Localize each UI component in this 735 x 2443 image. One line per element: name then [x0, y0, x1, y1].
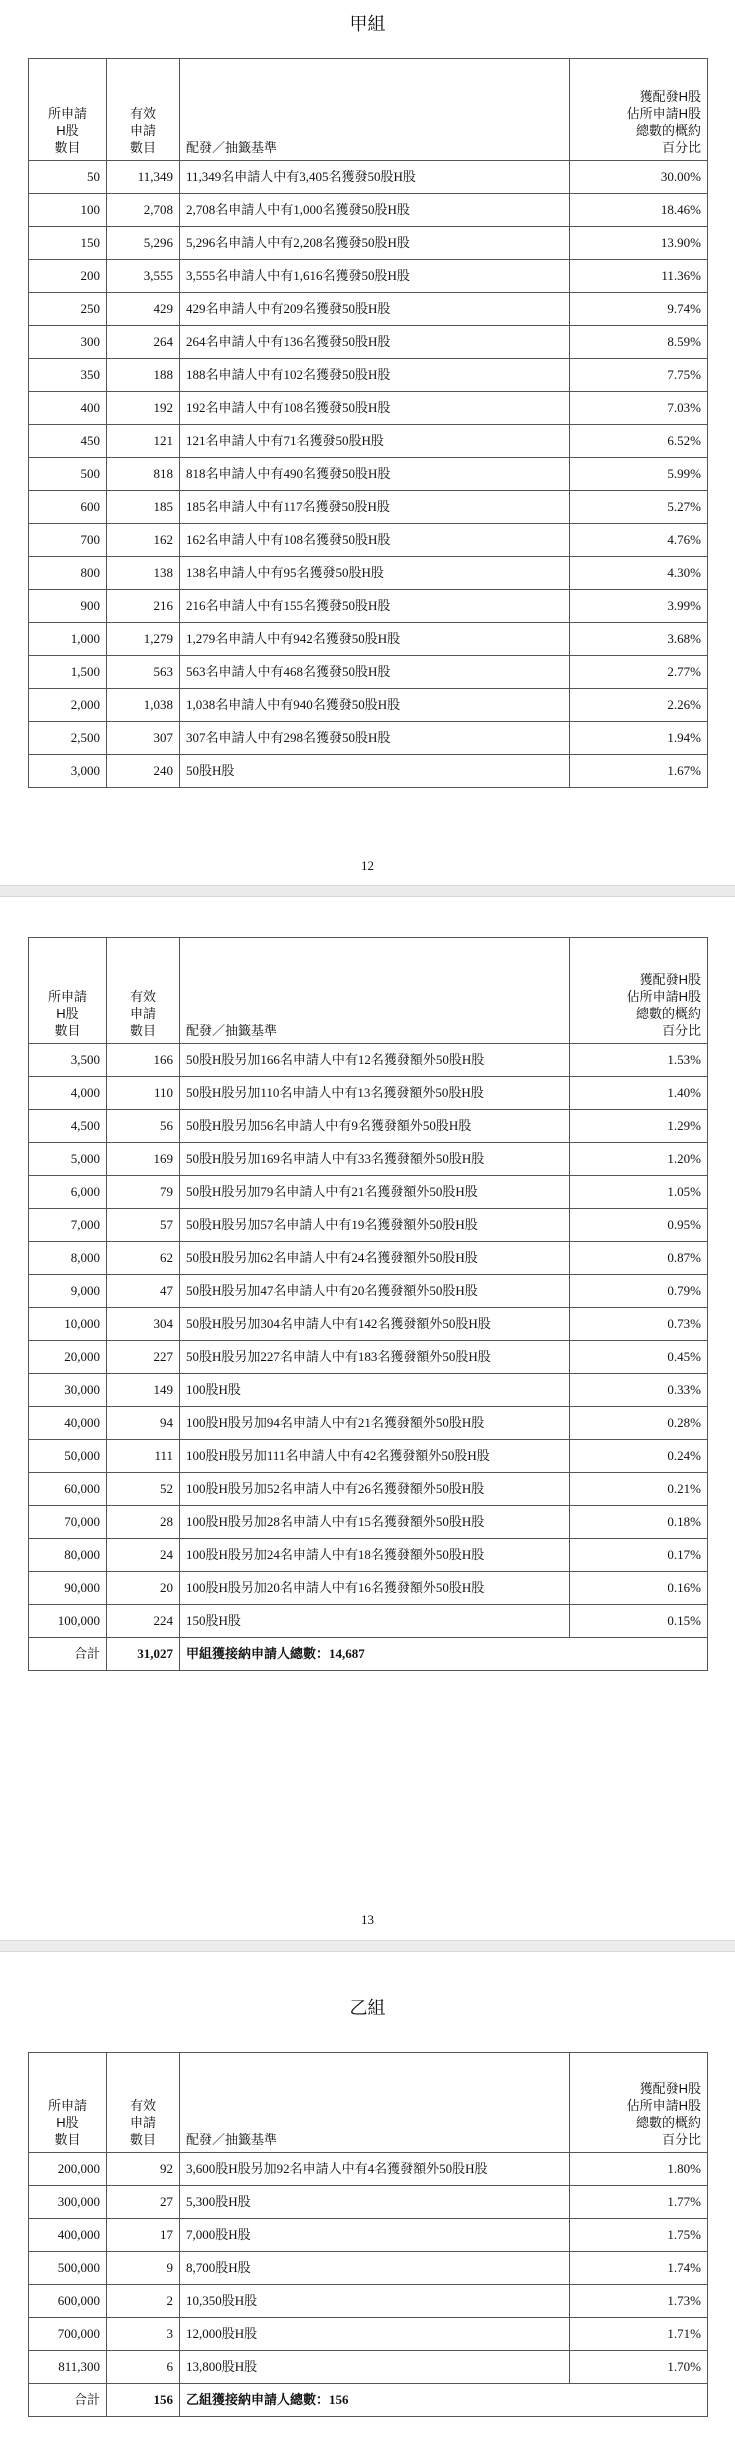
cell-basis: 150股H股 [180, 1605, 570, 1638]
cell-applied-shares: 600 [29, 491, 107, 524]
cell-basis: 100股H股另加94名申請人中有21名獲發額外50股H股 [180, 1407, 570, 1440]
cell-applied-shares: 400,000 [29, 2219, 107, 2252]
cell-basis: 818名申請人中有490名獲發50股H股 [180, 458, 570, 491]
header-valid-applications: 有效 申請 數目 [107, 2053, 180, 2153]
cell-percentage: 1.53% [570, 1044, 708, 1077]
header-basis: 配發／抽籤基準 [180, 59, 570, 161]
cell-basis: 50股H股另加57名申請人中有19名獲發額外50股H股 [180, 1209, 570, 1242]
cell-valid-applications: 188 [107, 359, 180, 392]
cell-valid-applications: 111 [107, 1440, 180, 1473]
header-row [29, 2053, 708, 2153]
cell-basis: 50股H股另加62名申請人中有24名獲發額外50股H股 [180, 1242, 570, 1275]
cell-applied-shares: 811,300 [29, 2351, 107, 2384]
cell-valid-applications: 24 [107, 1539, 180, 1572]
cell-basis: 563名申請人中有468名獲發50股H股 [180, 656, 570, 689]
page-number: 13 [361, 1912, 374, 1927]
total-label: 合計 [29, 1638, 107, 1671]
cell-percentage: 1.71% [570, 2318, 708, 2351]
cell-applied-shares: 30,000 [29, 1374, 107, 1407]
cell-percentage: 7.75% [570, 359, 708, 392]
cell-valid-applications: 429 [107, 293, 180, 326]
cell-percentage: 5.27% [570, 491, 708, 524]
cell-basis: 162名申請人中有108名獲發50股H股 [180, 524, 570, 557]
cell-applied-shares: 400 [29, 392, 107, 425]
cell-basis: 50股H股另加79名申請人中有21名獲發額外50股H股 [180, 1176, 570, 1209]
header-percentage: 獲配發H股 佔所申請H股 總數的概約 百分比 [570, 59, 708, 161]
cell-valid-applications: 27 [107, 2186, 180, 2219]
table-row [29, 392, 708, 425]
table-row [29, 1110, 708, 1143]
cell-percentage: 0.24% [570, 1440, 708, 1473]
cell-valid-applications: 62 [107, 1242, 180, 1275]
cell-valid-applications: 94 [107, 1407, 180, 1440]
cell-basis: 5,300股H股 [180, 2186, 570, 2219]
cell-applied-shares: 450 [29, 425, 107, 458]
cell-valid-applications: 216 [107, 590, 180, 623]
table-row [29, 1341, 708, 1374]
table-row [29, 1242, 708, 1275]
cell-basis: 50股H股另加169名申請人中有33名獲發額外50股H股 [180, 1143, 570, 1176]
cell-applied-shares: 200 [29, 260, 107, 293]
header-percentage: 獲配發H股 佔所申請H股 總數的概約 百分比 [570, 2053, 708, 2153]
group-title-a: 甲組 [349, 14, 386, 34]
cell-percentage: 1.77% [570, 2186, 708, 2219]
table-row [29, 524, 708, 557]
total-label: 合計 [29, 2384, 107, 2417]
total-count: 31,027 [107, 1638, 180, 1671]
cell-applied-shares: 20,000 [29, 1341, 107, 1374]
table-row [29, 1506, 708, 1539]
page-14 [0, 1952, 735, 2443]
cell-valid-applications: 2 [107, 2285, 180, 2318]
cell-valid-applications: 149 [107, 1374, 180, 1407]
cell-basis: 100股H股另加111名申請人中有42名獲發額外50股H股 [180, 1440, 570, 1473]
cell-percentage: 0.45% [570, 1341, 708, 1374]
table-row [29, 1077, 708, 1110]
cell-applied-shares: 1,000 [29, 623, 107, 656]
cell-basis: 100股H股另加52名申請人中有26名獲發額外50股H股 [180, 1473, 570, 1506]
table-row [29, 425, 708, 458]
cell-valid-applications: 304 [107, 1308, 180, 1341]
cell-basis: 185名申請人中有117名獲發50股H股 [180, 491, 570, 524]
cell-applied-shares: 3,500 [29, 1044, 107, 1077]
cell-percentage: 1.20% [570, 1143, 708, 1176]
cell-applied-shares: 350 [29, 359, 107, 392]
cell-valid-applications: 17 [107, 2219, 180, 2252]
cell-applied-shares: 4,500 [29, 1110, 107, 1143]
cell-valid-applications: 818 [107, 458, 180, 491]
cell-valid-applications: 9 [107, 2252, 180, 2285]
cell-basis: 50股H股另加166名申請人中有12名獲發額外50股H股 [180, 1044, 570, 1077]
header-valid-applications: 有效 申請 數目 [107, 59, 180, 161]
cell-valid-applications: 563 [107, 656, 180, 689]
cell-valid-applications: 20 [107, 1572, 180, 1605]
cell-applied-shares: 1,500 [29, 656, 107, 689]
cell-applied-shares: 2,500 [29, 722, 107, 755]
cell-valid-applications: 1,279 [107, 623, 180, 656]
cell-percentage: 6.52% [570, 425, 708, 458]
cell-applied-shares: 10,000 [29, 1308, 107, 1341]
table-row [29, 458, 708, 491]
cell-percentage: 1.67% [570, 755, 708, 788]
cell-basis: 100股H股另加28名申請人中有15名獲發額外50股H股 [180, 1506, 570, 1539]
cell-basis: 12,000股H股 [180, 2318, 570, 2351]
table-row [29, 722, 708, 755]
cell-valid-applications: 28 [107, 1506, 180, 1539]
cell-percentage: 2.26% [570, 689, 708, 722]
page-13 [0, 897, 735, 1940]
cell-applied-shares: 90,000 [29, 1572, 107, 1605]
table-row [29, 1143, 708, 1176]
cell-applied-shares: 700 [29, 524, 107, 557]
cell-percentage: 3.68% [570, 623, 708, 656]
cell-percentage: 1.73% [570, 2285, 708, 2318]
cell-valid-applications: 6 [107, 2351, 180, 2384]
table-row [29, 1473, 708, 1506]
cell-basis: 8,700股H股 [180, 2252, 570, 2285]
cell-percentage: 18.46% [570, 194, 708, 227]
header-basis: 配發／抽籤基準 [180, 2053, 570, 2153]
allocation-table-b [28, 2052, 708, 2417]
cell-applied-shares: 300,000 [29, 2186, 107, 2219]
cell-valid-applications: 1,038 [107, 689, 180, 722]
cell-percentage: 5.99% [570, 458, 708, 491]
table-row [29, 1572, 708, 1605]
cell-basis: 3,600股H股另加92名申請人中有4名獲發額外50股H股 [180, 2153, 570, 2186]
cell-applied-shares: 3,000 [29, 755, 107, 788]
cell-valid-applications: 227 [107, 1341, 180, 1374]
table-row [29, 326, 708, 359]
cell-applied-shares: 5,000 [29, 1143, 107, 1176]
cell-valid-applications: 169 [107, 1143, 180, 1176]
cell-applied-shares: 100,000 [29, 1605, 107, 1638]
cell-percentage: 1.40% [570, 1077, 708, 1110]
header-percentage: 獲配發H股 佔所申請H股 總數的概約 百分比 [570, 938, 708, 1044]
cell-valid-applications: 162 [107, 524, 180, 557]
cell-applied-shares: 80,000 [29, 1539, 107, 1572]
cell-basis: 188名申請人中有102名獲發50股H股 [180, 359, 570, 392]
allocation-table-a-continued [28, 937, 708, 1671]
header-row [29, 938, 708, 1044]
table-row [29, 590, 708, 623]
cell-percentage: 2.77% [570, 656, 708, 689]
cell-percentage: 1.80% [570, 2153, 708, 2186]
cell-valid-applications: 264 [107, 326, 180, 359]
cell-valid-applications: 79 [107, 1176, 180, 1209]
cell-valid-applications: 56 [107, 1110, 180, 1143]
table-row [29, 227, 708, 260]
cell-percentage: 4.76% [570, 524, 708, 557]
cell-valid-applications: 5,296 [107, 227, 180, 260]
cell-applied-shares: 700,000 [29, 2318, 107, 2351]
cell-percentage: 1.29% [570, 1110, 708, 1143]
table-row [29, 194, 708, 227]
cell-applied-shares: 200,000 [29, 2153, 107, 2186]
cell-percentage: 0.17% [570, 1539, 708, 1572]
table-row [29, 491, 708, 524]
cell-percentage: 0.33% [570, 1374, 708, 1407]
cell-basis: 50股H股 [180, 755, 570, 788]
total-count: 156 [107, 2384, 180, 2417]
cell-percentage: 1.74% [570, 2252, 708, 2285]
cell-applied-shares: 9,000 [29, 1275, 107, 1308]
cell-basis: 2,708名申請人中有1,000名獲發50股H股 [180, 194, 570, 227]
cell-applied-shares: 900 [29, 590, 107, 623]
cell-applied-shares: 60,000 [29, 1473, 107, 1506]
page-separator [0, 1940, 735, 1952]
cell-valid-applications: 3 [107, 2318, 180, 2351]
table-row [29, 2252, 708, 2285]
cell-basis: 50股H股另加227名申請人中有183名獲發額外50股H股 [180, 1341, 570, 1374]
table-row [29, 656, 708, 689]
cell-percentage: 0.73% [570, 1308, 708, 1341]
cell-basis: 429名申請人中有209名獲發50股H股 [180, 293, 570, 326]
cell-applied-shares: 800 [29, 557, 107, 590]
page-separator [0, 885, 735, 897]
cell-valid-applications: 185 [107, 491, 180, 524]
cell-applied-shares: 300 [29, 326, 107, 359]
cell-applied-shares: 50 [29, 161, 107, 194]
cell-basis: 264名申請人中有136名獲發50股H股 [180, 326, 570, 359]
cell-basis: 50股H股另加110名申請人中有13名獲發額外50股H股 [180, 1077, 570, 1110]
cell-basis: 50股H股另加47名申請人中有20名獲發額外50股H股 [180, 1275, 570, 1308]
cell-applied-shares: 2,000 [29, 689, 107, 722]
cell-valid-applications: 110 [107, 1077, 180, 1110]
cell-basis: 138名申請人中有95名獲發50股H股 [180, 557, 570, 590]
table-row [29, 1275, 708, 1308]
table-row [29, 293, 708, 326]
cell-percentage: 30.00% [570, 161, 708, 194]
cell-valid-applications: 138 [107, 557, 180, 590]
cell-basis: 100股H股另加20名申請人中有16名獲發額外50股H股 [180, 1572, 570, 1605]
cell-applied-shares: 8,000 [29, 1242, 107, 1275]
header-row [29, 59, 708, 161]
cell-percentage: 11.36% [570, 260, 708, 293]
table-row [29, 1407, 708, 1440]
table-row [29, 689, 708, 722]
cell-valid-applications: 52 [107, 1473, 180, 1506]
cell-valid-applications: 3,555 [107, 260, 180, 293]
cell-percentage: 4.30% [570, 557, 708, 590]
cell-percentage: 0.15% [570, 1605, 708, 1638]
cell-valid-applications: 240 [107, 755, 180, 788]
cell-applied-shares: 70,000 [29, 1506, 107, 1539]
cell-percentage: 0.18% [570, 1506, 708, 1539]
allocation-table-a [28, 58, 708, 788]
cell-basis: 3,555名申請人中有1,616名獲發50股H股 [180, 260, 570, 293]
cell-percentage: 0.87% [570, 1242, 708, 1275]
cell-percentage: 0.28% [570, 1407, 708, 1440]
table-row [29, 2186, 708, 2219]
table-row [29, 1044, 708, 1077]
cell-basis: 7,000股H股 [180, 2219, 570, 2252]
table-row [29, 1176, 708, 1209]
table-row [29, 1440, 708, 1473]
cell-basis: 5,296名申請人中有2,208名獲發50股H股 [180, 227, 570, 260]
cell-percentage: 1.75% [570, 2219, 708, 2252]
cell-percentage: 0.16% [570, 1572, 708, 1605]
cell-applied-shares: 600,000 [29, 2285, 107, 2318]
cell-basis: 1,038名申請人中有940名獲發50股H股 [180, 689, 570, 722]
cell-percentage: 1.94% [570, 722, 708, 755]
cell-applied-shares: 500 [29, 458, 107, 491]
cell-valid-applications: 121 [107, 425, 180, 458]
group-title-b: 乙組 [349, 1998, 386, 2018]
table-row [29, 2219, 708, 2252]
header-applied-shares: 所申請 H股 數目 [29, 59, 107, 161]
table-row [29, 260, 708, 293]
page-number: 12 [361, 858, 374, 873]
table-row [29, 557, 708, 590]
cell-basis: 100股H股 [180, 1374, 570, 1407]
cell-valid-applications: 11,349 [107, 161, 180, 194]
cell-applied-shares: 4,000 [29, 1077, 107, 1110]
table-row [29, 1605, 708, 1638]
cell-valid-applications: 2,708 [107, 194, 180, 227]
page-12 [0, 0, 735, 885]
cell-applied-shares: 150 [29, 227, 107, 260]
cell-percentage: 7.03% [570, 392, 708, 425]
cell-applied-shares: 250 [29, 293, 107, 326]
table-row [29, 1539, 708, 1572]
header-applied-shares: 所申請 H股 數目 [29, 2053, 107, 2153]
cell-valid-applications: 307 [107, 722, 180, 755]
table-row [29, 1308, 708, 1341]
header-basis: 配發／抽籤基準 [180, 938, 570, 1044]
cell-percentage: 0.79% [570, 1275, 708, 1308]
cell-applied-shares: 500,000 [29, 2252, 107, 2285]
cell-basis: 13,800股H股 [180, 2351, 570, 2384]
cell-percentage: 0.95% [570, 1209, 708, 1242]
total-row [29, 2384, 708, 2417]
cell-percentage: 9.74% [570, 293, 708, 326]
cell-applied-shares: 100 [29, 194, 107, 227]
cell-applied-shares: 50,000 [29, 1440, 107, 1473]
cell-basis: 11,349名申請人中有3,405名獲發50股H股 [180, 161, 570, 194]
table-row [29, 1209, 708, 1242]
cell-valid-applications: 57 [107, 1209, 180, 1242]
total-row [29, 1638, 708, 1671]
cell-percentage: 1.70% [570, 2351, 708, 2384]
table-row [29, 2318, 708, 2351]
cell-valid-applications: 224 [107, 1605, 180, 1638]
cell-valid-applications: 166 [107, 1044, 180, 1077]
cell-basis: 10,350股H股 [180, 2285, 570, 2318]
cell-basis: 307名申請人中有298名獲發50股H股 [180, 722, 570, 755]
cell-applied-shares: 7,000 [29, 1209, 107, 1242]
table-row [29, 1374, 708, 1407]
table-row [29, 755, 708, 788]
cell-percentage: 13.90% [570, 227, 708, 260]
cell-valid-applications: 92 [107, 2153, 180, 2186]
header-applied-shares: 所申請 H股 數目 [29, 938, 107, 1044]
table-row [29, 161, 708, 194]
cell-basis: 216名申請人中有155名獲發50股H股 [180, 590, 570, 623]
cell-valid-applications: 47 [107, 1275, 180, 1308]
table-row [29, 2351, 708, 2384]
cell-percentage: 3.99% [570, 590, 708, 623]
cell-basis: 50股H股另加304名申請人中有142名獲發額外50股H股 [180, 1308, 570, 1341]
table-row [29, 359, 708, 392]
table-row [29, 2285, 708, 2318]
cell-percentage: 1.05% [570, 1176, 708, 1209]
cell-basis: 50股H股另加56名申請人中有9名獲發額外50股H股 [180, 1110, 570, 1143]
cell-basis: 1,279名申請人中有942名獲發50股H股 [180, 623, 570, 656]
cell-valid-applications: 192 [107, 392, 180, 425]
cell-percentage: 8.59% [570, 326, 708, 359]
table-row [29, 623, 708, 656]
header-valid-applications: 有效 申請 數目 [107, 938, 180, 1044]
cell-applied-shares: 6,000 [29, 1176, 107, 1209]
table-row [29, 2153, 708, 2186]
cell-applied-shares: 40,000 [29, 1407, 107, 1440]
total-text: 甲組獲接納申請人總數：14,687 [180, 1638, 708, 1671]
cell-basis: 192名申請人中有108名獲發50股H股 [180, 392, 570, 425]
cell-basis: 121名申請人中有71名獲發50股H股 [180, 425, 570, 458]
total-text: 乙組獲接納申請人總數：156 [180, 2384, 708, 2417]
cell-percentage: 0.21% [570, 1473, 708, 1506]
cell-basis: 100股H股另加24名申請人中有18名獲發額外50股H股 [180, 1539, 570, 1572]
